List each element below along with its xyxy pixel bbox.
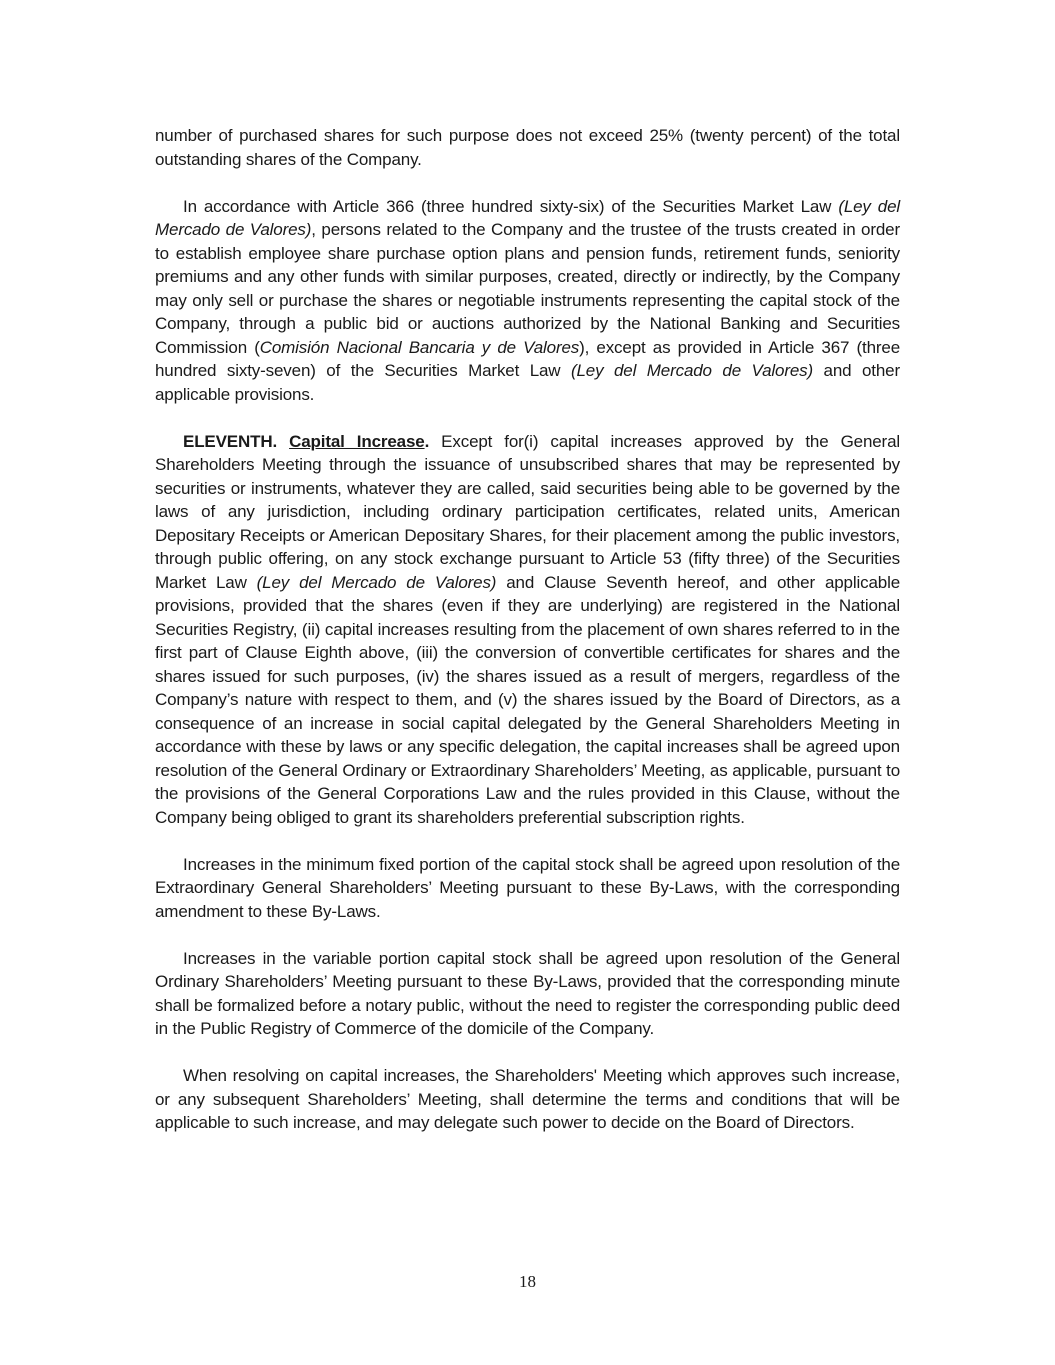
text-segment: When resolving on capital increases, the Shareholders' Meeting which approves such increase, or any subsequent Shareholders’ Meeting, shall determine the terms and conditions that will be applicable to such increase, and may delegate such power to decide on the Board of Directors.: [155, 1066, 900, 1132]
text-segment: and Clause Seventh hereof, and other applicable provisions, provided that the shares (even if they are underlying) are registered in the National Securities Registry, (ii) capital increases resulting from the placement of own shares referred to in the first part of Clause Eighth above, (iii) the conversion of convertible certificates for shares and the shares issued for such purposes, (iv) the shares issued as a result of mergers, regardless of the Company’s nature with respect to them, and (v) the shares issued by the Board of Directors, as a consequence of an increase in social capital delegated by the General Shareholders Meeting in accordance with these by laws or any specific delegation, the capital increases shall be agreed upon resolution of the General Ordinary or Extraordinary Shareholders’ Meeting, as applicable, pursuant to the provisions of the General Corporations Law and the rules provided in this Clause, without the Company being obliged to grant its shareholders preferential subscription rights.: [155, 572, 900, 827]
text-segment: Increases in the variable portion capital stock shall be agreed upon resolution of the General Ordinary Shareholders’ Meeting pursuant to these By-Laws, provided that the corresponding minute shall be formalized before a notary public, without the need to register the corresponding public deed in the Public Registry of Commerce of the domicile of the Company.: [155, 948, 900, 1038]
paragraph-eleventh-clause: [155, 430, 900, 830]
paragraph-continuation: [155, 124, 900, 171]
paragraph-variable-portion: [155, 947, 900, 1041]
text-segment: In accordance with Article 366 (three hundred sixty-six) of the Securities Market Law: [183, 196, 839, 216]
italic-segment: (Ley del Mercado de Valores): [570, 361, 814, 380]
text-segment: number of purchased shares for such purpose does not exceed 25% (twenty percent) of the total outstanding shares of the Company.: [155, 126, 900, 169]
paragraph-article-366: [155, 195, 900, 407]
page-number: 18: [519, 1272, 536, 1291]
text-segment: , persons related to the Company and the trustee of the trusts created in order to establish employee share purchase option plans and pension funds, retirement funds, seniority premiums and any other funds with similar purposes, created, directly or indirectly, by the Company may only sell or purchase the shares or negotiable instruments representing the capital stock of the Company, through a public bid or auctions authorized by the National Banking and Securities Commission (: [155, 220, 900, 357]
text-segment: ), except as provided in Article 367 (three hundred sixty-seven) of the Securities Market Law: [155, 337, 901, 380]
italic-segment: (Ley del Mercado de Valores): [256, 572, 497, 592]
paragraph-resolving-increases: [155, 1064, 900, 1135]
paragraph-minimum-fixed-portion: [155, 853, 900, 924]
italic-segment: Comisión Nacional Bancaria y de Valores: [259, 337, 580, 357]
clause-heading-period: .: [424, 431, 430, 451]
text-segment: and other applicable provisions.: [155, 361, 901, 404]
clause-number: ELEVENTH.: [183, 431, 290, 451]
clause-heading: Capital Increase: [289, 431, 425, 451]
text-segment: Increases in the minimum fixed portion of the capital stock shall be agreed upon resolution of the Extraordinary General Shareholders’ Meeting pursuant to these By-Laws, with the corresponding amendment to these By-Laws.: [155, 854, 900, 921]
italic-segment: (Ley del Mercado de Valores): [155, 196, 901, 239]
document-page: [155, 124, 900, 1135]
text-segment: Except for(i) capital increases approved by the General Shareholders Meeting through the issuance of unsubscribed shares that may be represented by securities or instruments, whatever they are called, said securities being able to be governed by the laws of any jurisdiction, including ordinary participation certificates, related units, American Depositary Receipts or American Depositary Shares, for their placement among the public investors, through public offering, on any stock exchange pursuant to Article 53 (fifty three) of the Securities Market Law: [155, 431, 900, 592]
